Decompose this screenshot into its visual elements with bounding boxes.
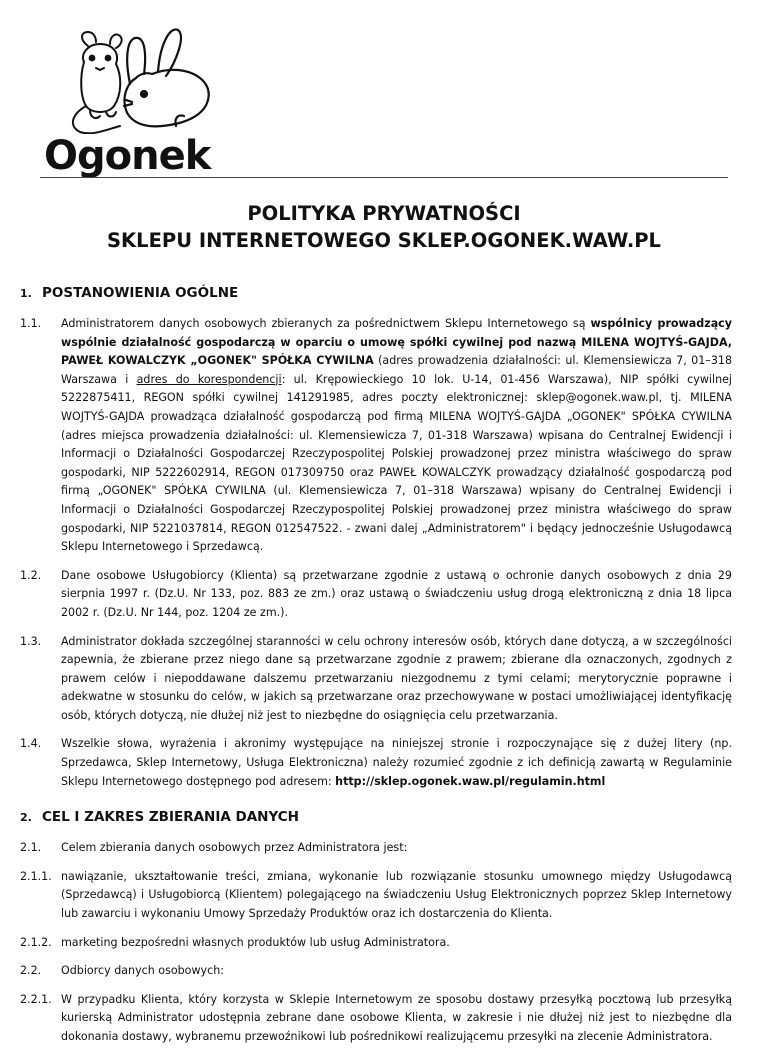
paragraph-text: nawiązanie, ukształtowanie treści, zmiana, wykonanie lub rozwiązanie stosunku umownego między Usługodawcą (Sprzedawcą) i Usługobiorcą (Klientem) polegającego na świadczeniu Usług Elektronicznych poprzez Sklep Internetowy lub zawarciu i wykonaniu Umowy Sprzedaży Produktów oraz ich dostarczenia do Klienta.	[61, 869, 732, 921]
paragraph-1-2	[20, 567, 732, 623]
paragraph-2-2	[20, 962, 732, 981]
paragraph-number: 2.2.	[20, 964, 42, 978]
ogonek-logo	[40, 14, 220, 179]
paragraph-text: marketing bezpośredni własnych produktów lub usług Administratora.	[61, 935, 450, 949]
logo-wordmark: Ogonek	[44, 133, 211, 179]
rat-and-rabbit-illustration	[66, 14, 216, 134]
section-heading	[20, 285, 732, 301]
text-run: (adres prowadzenia działalności: ul. Klemensiewicza 7, 01–318 Warszawa i	[61, 354, 733, 386]
text-run: : ul. Krępowieckiego 10 lok. U-14, 01-456 Warszawa), NIP spółki cywilnej 5222875411, REGON spółki cywilnej 141291985, adres poczty elektronicznej: sklep@ogonek.waw.pl, tj. MILENA WOJTYŚ-GAJDA prowadząca działalność gospodarczą pod firmą MILENA WOJTYŚ-GAJDA „OGONEK" SPÓŁKA CYWILNA (adres miejsca prowadzenia działalności: ul. Klemensiewicza 7, 01-318 Warszawa) wpisana do Centralnej Ewidencji i Informacji o Działalności Gospodarczej Rzeczypospolitej Polskiej prowadzonej przez ministra właściwego do spraw gospodarki, NIP 5222602914, REGON 017309750 oraz PAWEŁ KOWALCZYK prowadzący działalność gospodarczą pod firmą „OGONEK" SPÓŁKA CYWILNA (ul. Klemensiewicza 7, 01–318 Warszawa) wpisany do Centralnej Ewidencji i Informacji o Działalności Gospodarczej Rzeczypospolitej Polskiej prowadzonej przez ministra właściwego do spraw gospodarki, NIP 5221037814, REGON 012547522. - zwani dalej „Administratorem" i będący jednocześnie Usługodawcą Sklepu Internetowego i Sprzedawcą.	[61, 372, 733, 554]
section-heading	[20, 809, 732, 825]
text-run-underlined: adres do korespondencji	[136, 372, 282, 386]
paragraph-number: 1.3.	[20, 634, 42, 648]
policy-content	[20, 285, 732, 1057]
paragraph-number: 2.1.	[20, 841, 42, 855]
paragraph-1-1	[20, 315, 732, 557]
section-title: POSTANOWIENIA OGÓLNE	[42, 285, 239, 301]
paragraph-text: Dane osobowe Usługobiorcy (Klienta) są przetwarzane zgodnie z ustawą o ochronie danych osobowych z dnia 29 sierpnia 1997 r. (Dz.U. Nr 133, poz. 883 ze zm.) oraz ustawą o świadczeniu usług drogą elektroniczną z dnia 18 lipca 2002 r. (Dz.U. Nr 144, poz. 1204 ze zm.).	[61, 568, 732, 619]
section-number: 1.	[20, 287, 32, 300]
paragraph-text: Odbiorcy danych osobowych:	[61, 964, 224, 978]
section-number: 2.	[20, 811, 32, 825]
regulamin-link[interactable]: http://sklep.ogonek.waw.pl/regulamin.html	[335, 774, 606, 788]
paragraph-1-4	[20, 735, 732, 791]
paragraph-2-2-1	[20, 991, 732, 1047]
paragraph-1-3	[20, 633, 732, 726]
paragraph-number: 1.2.	[20, 568, 42, 582]
paragraph-text	[61, 735, 732, 791]
section-title: CEL I ZAKRES ZBIERANIA DANYCH	[42, 809, 299, 826]
text-run: Wszelkie słowa, wyrażenia i akronimy występujące na niniejszej stronie i rozpoczynające się z dużej litery (np. Sprzedawca, Sklep Internetowy, Usługa Elektroniczna) należy rozumieć zgodnie z ich definicją zawartą w Regulaminie Sklepu Internetowego dostępnego pod adresem:	[61, 737, 732, 788]
paragraph-text: Celem zbierania danych osobowych przez Administratora jest:	[61, 841, 408, 855]
paragraph-text: W przypadku Klienta, który korzysta w Sklepie Internetowym ze sposobu dostawy przesyłką pocztową lub przesyłką kurierską Administrator udostępnia zebrane dane osobowe Klienta, w zakresie i nie dłużej niż jest to niezbędne dla dokonania dostawy, wybranemu przewoźnikowi lub pośrednikowi realizującemu przesyłki na zlecenie Administratora.	[61, 992, 732, 1043]
paragraph-2-1	[20, 839, 732, 858]
page-title	[40, 200, 728, 254]
paragraph-number: 2.2.1.	[20, 992, 52, 1006]
section-1	[20, 285, 732, 791]
paragraph-number: 2.1.1.	[20, 869, 52, 883]
paragraph-2-1-1	[20, 868, 732, 924]
paragraph-2-1-2	[20, 934, 732, 953]
paragraph-number: 1.4.	[20, 737, 42, 751]
paragraph-number: 1.1.	[20, 317, 42, 330]
title-line-2: SKLEPU INTERNETOWEGO SKLEP.OGONEK.WAW.PL	[107, 229, 661, 252]
paragraph-text: Administrator dokłada szczególnej staranności w celu ochrony interesów osób, których dane dotyczą, a w szczególności zapewnia, że zbierane przez niego dane są przetwarzane zgodnie z prawem; zbierane dla oznaczonych, zgodnych z prawem celów i niepoddawane dalszemu przetwarzaniu niezgodnemu z tymi celami; merytorycznie poprawne i adekwatne w stosunku do celów, w jakich są przetwarzane oraz przechowywane w postaci umożliwiającej identyfikację osób, których dotyczą, nie dłużej niż jest to niezbędne do osiągnięcia celu przetwarzania.	[61, 634, 732, 722]
text-run-bold: wspólnicy prowadzący wspólnie działalność gospodarczą w oparciu o umowę spółki cywilnej pod nazwą MILENA WOJTYŚ-GAJDA, PAWEŁ KOWALCZYK „OGONEK" SPÓŁKA CYWILNA	[61, 317, 732, 368]
text-run: Administratorem danych osobowych zbieranych za pośrednictwem Sklepu Internetowego są	[61, 317, 591, 330]
title-line-1: POLITYKA PRYWATNOŚCI	[247, 202, 521, 225]
paragraph-number: 2.1.2.	[20, 935, 52, 949]
section-2	[20, 809, 732, 1046]
header-divider	[40, 177, 728, 178]
paragraph-text	[61, 315, 732, 557]
